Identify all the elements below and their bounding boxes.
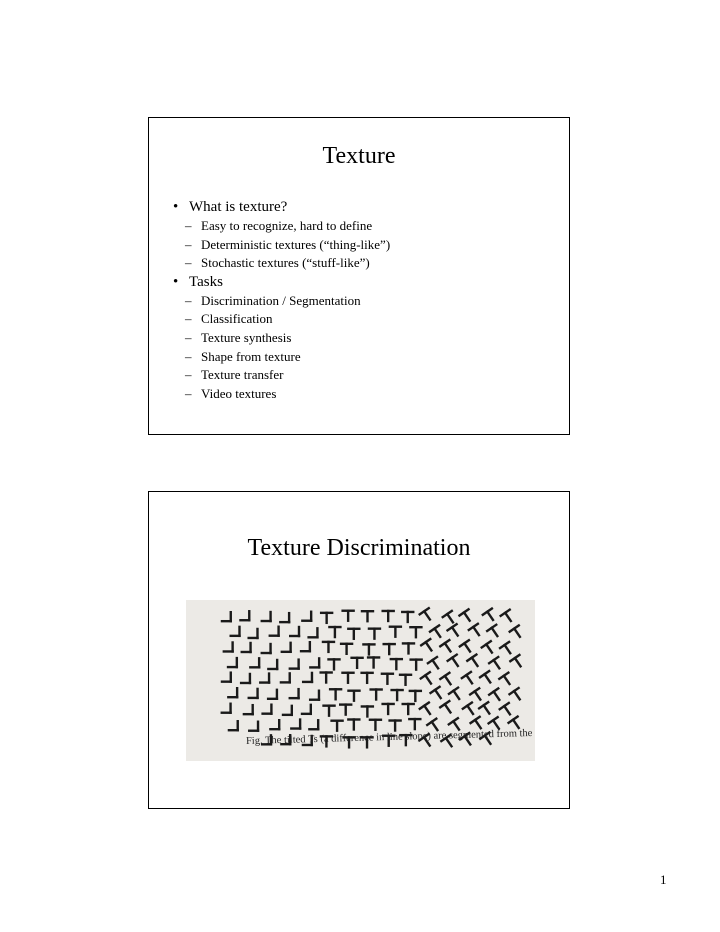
sub-bullet: – Texture synthesis	[173, 329, 559, 348]
bullet-what-is-texture: • What is texture?	[173, 198, 559, 217]
sub-bullet: – Video textures	[173, 385, 559, 404]
bullet-tasks: • Tasks	[173, 273, 559, 292]
slide-title: Texture Discrimination	[247, 535, 471, 561]
bullet-list	[173, 198, 559, 403]
sub-bullet: – Shape from texture	[173, 348, 559, 367]
sub-bullet: – Texture transfer	[173, 366, 559, 385]
texture-glyphs	[222, 608, 521, 747]
slide-texture	[148, 117, 570, 435]
sub-bullet: – Discrimination / Segmentation	[173, 292, 559, 311]
texture-figure	[186, 600, 535, 761]
slide-texture-discrimination	[148, 491, 570, 809]
page-number: 1	[660, 872, 667, 887]
sub-bullet: – Stochastic textures (“stuff-like”)	[173, 254, 559, 273]
slide-title: Texture	[322, 143, 396, 169]
sub-bullet: – Easy to recognize, hard to define	[173, 217, 559, 236]
sub-bullet: – Deterministic textures (“thing-like”)	[173, 236, 559, 255]
sub-bullet: – Classification	[173, 310, 559, 329]
figure-caption: Fig. The tilted Ts (a difference in line slope) are segmented from the	[245, 728, 533, 747]
